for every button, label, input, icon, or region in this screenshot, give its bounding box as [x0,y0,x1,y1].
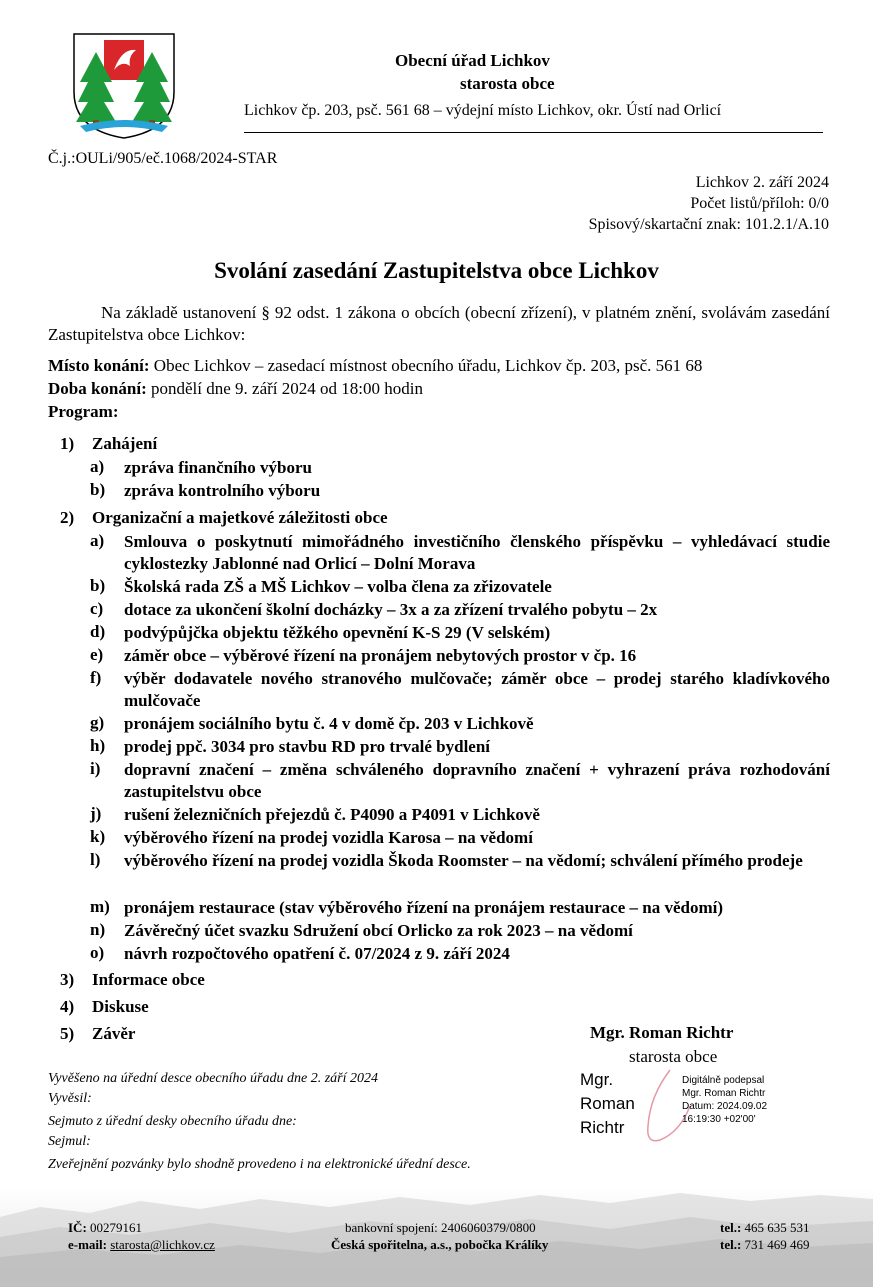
intro-paragraph: Na základě ustanovení § 92 odst. 1 zákona o obcích (obecní zřízení), v platném znění, svolávám zasedání Zastupitelstva obce Lichkov: [48,303,830,344]
sub-item-number: h) [90,736,106,755]
sub-item: pronájem restaurace (stav výběrového řízení na pronájem restaurace – na vědomí) [124,898,724,917]
sub-item: Smlouva o poskytnutí mimořádného investičního členského příspěvku – vyhledávací studie cyklostezky Jablonné nad Orlicí – Dolní Morava [124,532,830,573]
sub-item: pronájem sociálního bytu č. 4 v domě čp. 203 v Lichkově [124,714,534,733]
sub-item-number: b) [90,480,106,499]
sub-item-number: a) [90,457,105,476]
sub-item-number: k) [90,827,106,846]
reference-number: Č.j.:OULi/905/eč.1068/2024-STAR [48,150,278,167]
sub-item-number: c) [90,599,104,618]
office-name: Obecní úřad Lichkov [395,51,550,70]
sub-item-number: j) [90,804,102,823]
sub-item: výběr dodavatele nového stranového mulčovače; záměr obce – prodej starého kladívkového mulčovače [124,669,830,710]
sub-item-number: e) [90,645,104,664]
footer-phone-2: tel.: 731 469 469 [720,1237,810,1252]
program-item-number: 1) [60,434,75,453]
document-title: Svolání zasedání Zastupitelstva obce Lichkov [214,258,659,283]
program-label: Program: [48,402,119,421]
footer-ico: IČ: 00279161 [68,1220,143,1235]
document-date: Lichkov 2. září 2024 [695,174,829,191]
removed-note: Sejmuto z úřední desky obecního úřadu dne: [48,1114,297,1129]
posted-note: Vyvěšeno na úřední desce obecního úřadu dne 2. září 2024 [48,1071,378,1086]
footer-email: e-mail: starosta@lichkov.cz [68,1237,215,1252]
program-item-number: 4) [60,997,75,1016]
sub-item-number: l) [90,850,101,869]
published-note: Zveřejnění pozvánky bylo shodně provedeno i na elektronické úřední desce. [48,1157,471,1172]
sub-item-number: f) [90,668,102,687]
sub-item: podvýpůjčka objektu těžkého opevnění K-S 29 (V selském) [124,623,551,642]
sub-item: rušení železničních přejezdů č. P4090 a P4091 v Lichkově [124,805,540,824]
sub-item: dotace za ukončení školní docházky – 3x a za zřízení trvalého pobytu – 2x [124,600,658,619]
program-item: Závěr [92,1024,136,1043]
meeting-time: Doba konání: pondělí dne 9. září 2024 od 18:00 hodin [48,379,423,398]
sub-item-number: g) [90,713,105,732]
sub-item: zpráva finančního výboru [124,458,312,477]
sub-item: výběrového řízení na prodej vozidla Škoda Roomster – na vědomí; schválení přímého prodeje [124,851,803,870]
sub-item: Školská rada ZŠ a MŠ Lichkov – volba člena za zřizovatele [124,577,552,596]
sub-item: výběrového řízení na prodej vozidla Karosa – na vědomí [124,828,533,847]
sub-item-number: o) [90,943,105,962]
sub-item-number: m) [90,897,110,916]
footer-phone-1: tel.: 465 635 531 [720,1220,810,1235]
sub-item-number: i) [90,759,101,778]
sub-item: návrh rozpočtového opatření č. 07/2024 z 9. září 2024 [124,944,510,963]
program-item-number: 3) [60,970,75,989]
sub-item: zpráva kontrolního výboru [124,481,321,500]
footer-bank-name: Česká spořitelna, a.s., pobočka Králíky [331,1237,549,1252]
page-count: Počet listů/příloh: 0/0 [690,195,829,212]
sub-item: dopravní značení – změna schváleného dopravního značení + vyhrazení práva rozhodování zastupitelstvu obce [124,760,830,801]
program-item: Diskuse [92,997,149,1016]
filing-code: Spisový/skartační znak: 101.2.1/A.10 [588,216,829,233]
signatory-name: Mgr. Roman Richtr [590,1023,734,1042]
program-item: Organizační a majetkové záležitosti obce [92,508,388,527]
header-divider [244,132,823,133]
program-item-number: 2) [60,508,75,527]
sub-item-number: d) [90,622,106,641]
office-address: Lichkov čp. 203, psč. 561 68 – výdejní místo Lichkov, okr. Ústí nad Orlicí [244,102,722,119]
sub-item-number: b) [90,576,106,595]
meeting-place: Místo konání: Obec Lichkov – zasedací místnost obecního úřadu, Lichkov čp. 203, psč. 561 68 [48,356,703,375]
office-role: starosta obce [460,74,555,93]
program-item: Zahájení [92,434,158,453]
sub-item: prodej ppč. 3034 pro stavbu RD pro trvalé bydlení [124,737,491,756]
footer-bank-account: bankovní spojení: 2406060379/0800 [345,1220,536,1235]
program-item: Informace obce [92,970,205,989]
program-item-number: 5) [60,1024,75,1043]
posted-by-note: Vyvěsil: [48,1091,92,1106]
sub-item-number: a) [90,531,105,550]
digital-signature-name: Mgr. Roman Richtr [580,1070,635,1137]
signatory-role: starosta obce [629,1047,718,1066]
email-link[interactable]: starosta@lichkov.cz [110,1237,215,1252]
removed-by-note: Sejmul: [48,1134,91,1149]
sub-item: Závěrečný účet svazku Sdružení obcí Orlicko za rok 2023 – na vědomí [124,921,633,940]
sub-item: záměr obce – výběrové řízení na pronájem nebytových prostor v čp. 16 [124,646,637,665]
digital-signature-details: Digitálně podepsal Mgr. Roman Richtr Datum: 2024.09.02 16:19:30 +02'00' [682,1075,768,1125]
sub-item-number: n) [90,920,106,939]
